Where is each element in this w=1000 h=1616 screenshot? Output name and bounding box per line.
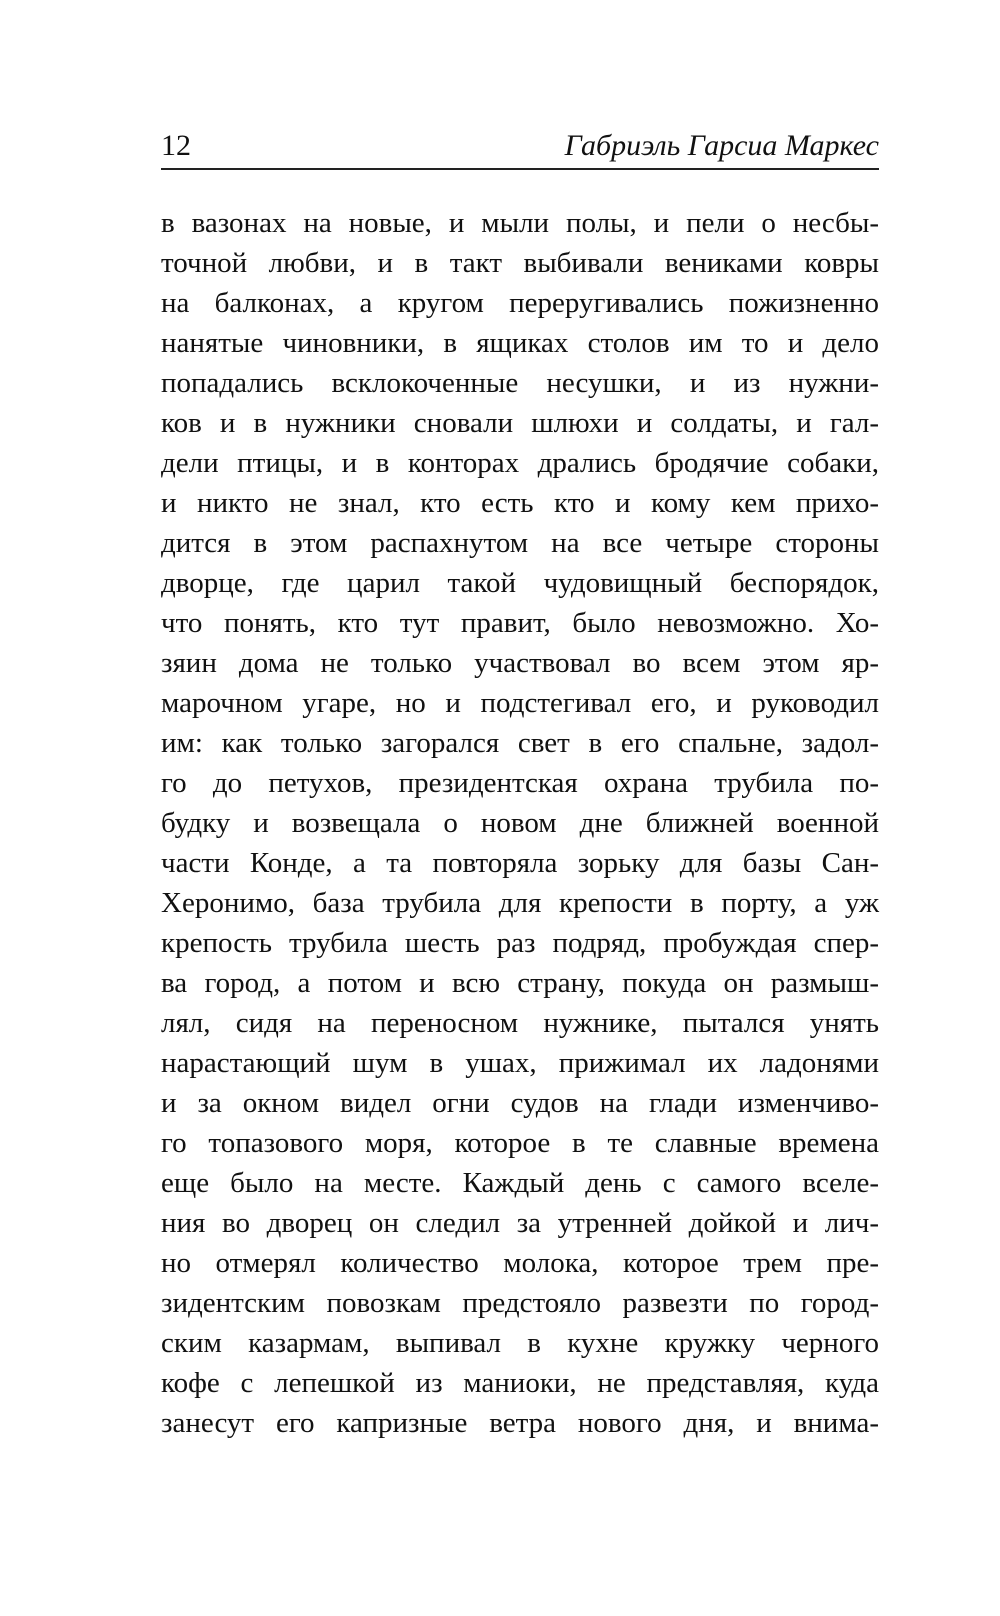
text-line: зидентским повозкам предстояло развезти по город- — [161, 1287, 879, 1319]
text-line: попадались всклокоченные несушки, и из нужни- — [161, 367, 879, 399]
text-line: еще было на месте. Каждый день с самого вселе- — [161, 1167, 879, 1199]
text-line: дели птицы, и в конторах дрались бродячие собаки, — [161, 447, 879, 479]
text-line: точной любви, и в такт выбивали вениками ковры — [161, 247, 879, 279]
running-head — [161, 128, 879, 170]
text-line: ва город, а потом и всю страну, покуда он размыш- — [161, 967, 879, 999]
text-line: нанятые чиновники, в ящиках столов им то и дело — [161, 327, 879, 359]
text-line: но отмерял количество молока, которое трем пре- — [161, 1247, 879, 1279]
text-line: будку и возвещала о новом дне ближней военной — [161, 807, 879, 839]
text-line: крепость трубила шесть раз подряд, пробуждая спер- — [161, 927, 879, 959]
text-line: занесут его капризные ветра нового дня, и внима- — [161, 1407, 879, 1439]
text-line: части Конде, а та повторяла зорьку для базы Сан- — [161, 847, 879, 879]
text-line: го топазового моря, которое в те славные времена — [161, 1127, 879, 1159]
text-line: им: как только загорался свет в его спальне, задол- — [161, 727, 879, 759]
running-title: Габриэль Гарсиа Маркес — [564, 129, 879, 162]
text-line: и за окном видел огни судов на глади изменчиво- — [161, 1087, 879, 1119]
text-line: ков и в нужники сновали шлюхи и солдаты, и гал- — [161, 407, 879, 439]
text-line: Херонимо, база трубила для крепости в порту, а уж — [161, 887, 879, 919]
text-line: дворце, где царил такой чудовищный беспорядок, — [161, 567, 879, 599]
text-line: что понять, кто тут правит, было невозможно. Хо- — [161, 607, 879, 639]
text-line: зяин дома не только участвовал во всем этом яр- — [161, 647, 879, 679]
text-line: на балконах, а кругом переругивались пожизненно — [161, 287, 879, 319]
text-line: нарастающий шум в ушах, прижимал их ладонями — [161, 1047, 879, 1079]
text-line: ским казармам, выпивал в кухне кружку черного — [161, 1327, 879, 1359]
text-line: в вазонах на новые, и мыли полы, и пели о несбы- — [161, 207, 879, 239]
text-line: кофе с лепешкой из маниоки, не представляя, куда — [161, 1367, 879, 1399]
text-line: и никто не знал, кто есть кто и кому кем прихо- — [161, 487, 879, 519]
text-line: марочном угаре, но и подстегивал его, и руководил — [161, 687, 879, 719]
text-line: лял, сидя на переносном нужнике, пытался унять — [161, 1007, 879, 1039]
page-number: 12 — [161, 129, 191, 162]
body-text — [161, 203, 879, 1443]
text-line: ния во дворец он следил за утренней дойкой и лич- — [161, 1207, 879, 1239]
text-line: го до петухов, президентская охрана трубила по- — [161, 767, 879, 799]
text-line: дится в этом распахнутом на все четыре стороны — [161, 527, 879, 559]
